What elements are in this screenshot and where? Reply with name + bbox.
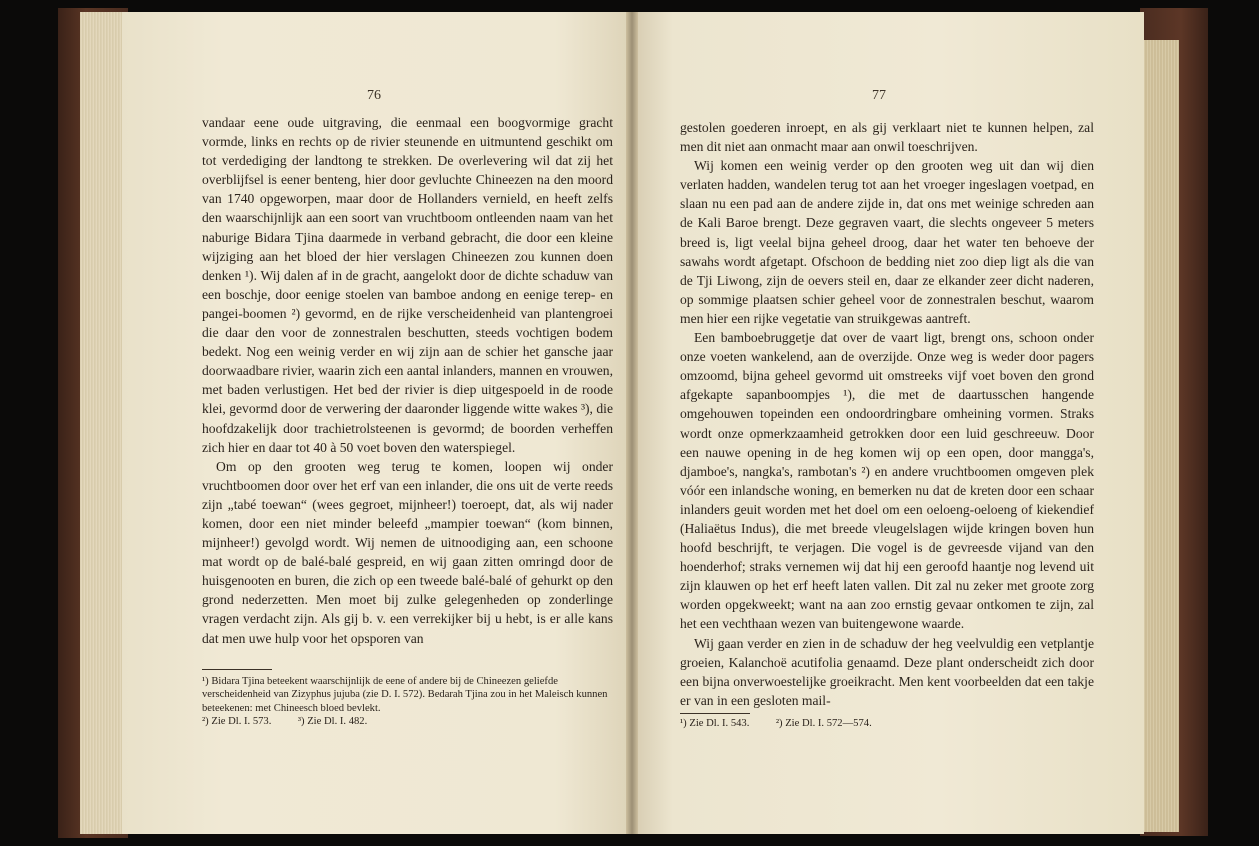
left-footnotes bbox=[202, 675, 613, 728]
right-paragraph-2: Wij komen een weinig verder op den grooten weg uit dan wij dien verlaten hadden, wandelen terug tot aan het vroeger ingeslagen voetpad, en slaan nu een pad aan de andere zijde in, dat ons met weinige schreden aan de Kali Baroe brengt. Deze gegraven vaart, die slechts ongeveer 5 meters breed is, ligt veelal bijna geheel droog, daar het water ten behoeve der sawahs wordt afgetapt. Ofschoon de bedding niet zoo diep ligt als die van de Tji Liwong, zijn de oevers steil en, daar ze elkander zeer dicht naderen, op sommige plaatsen schier geheel voor de zonnestralen beschut, waarom men hier een rijke vegetatie van struikgewas aantreft. bbox=[680, 158, 1094, 326]
right-footnotes bbox=[680, 717, 1094, 730]
right-paragraph-1: gestolen goederen inroept, en als gij verklaart niet te kunnen helpen, zal men dit niet aan onmacht maar aan onwil toeschrijven. bbox=[680, 120, 1094, 155]
left-page-number: 76 bbox=[367, 88, 381, 103]
page-edges-right bbox=[1143, 40, 1179, 832]
right-page-body bbox=[680, 118, 1094, 710]
right-paragraph-4: Wij gaan verder en zien in de schaduw der heg veelvuldig een vetplantje groeien, Kalanchoë acutifolia genaamd. Deze plant onderscheidt zich door een bijna onverwoestelijke groeikracht. Men kent voorbeelden dat een takje er van in een gesloten mail- bbox=[680, 635, 1094, 708]
left-page-body bbox=[202, 113, 613, 648]
page-edges-left bbox=[80, 12, 124, 834]
left-paragraph-1: vandaar eene oude uitgraving, die eenmaal een boogvormige gracht vormde, links en rechts op de rivier steunende en uitmuntend geschikt om tot verdediging der landtong te strekken. De overlevering wil dat zij het overblijfsel is eener benteng, hier door gevluchte Chineezen na den moord van 1740 opgeworpen, maar door de Hollanders vernield, en heeft zelfs den waarschijnlijk aan een soort van vruchtboom ontleenden naam van het naburige Bidara Tjina daarmede in verband gebracht, die door een kleine wijziging aan het bloed der hier verslagen Chineezen zou kunnen doen denken ¹). Wij dalen af in de gracht, aangelokt door de dichte schaduw van een boschje, door eenige stoelen van bamboe andong en eenige terep- en pangei-boomen ²) gevormd, en de rijke verscheidenheid van plantengroei die daar den voor de zonnestralen beschutten, steeds vochtigen bodem bedekt. Nog een weinig verder en wij zijn aan de schier het gansche jaar doorwaadbare rivier, waarin zich een aantal inlanders, mannen en vrouwen, met baden verlustigen. Het bed der rivier is diep uitgespoeld in de roode klei, gevormd door de verwering der daaronder liggende witte wakes ³), die hoofdzakelijk door trachietrolsteenen is gevormd; de boorden verheffen zich hier en daar tot 40 à 50 voet boven den waterspiegel. bbox=[202, 115, 613, 455]
left-paragraph-2: Om op den grooten weg terug te komen, loopen wij onder vruchtboomen door over het erf van een inlander, die ons uit de verte reeds zijn „tabé toewan“ (wees gegroet, mijnheer!) toeroept, dat, als wij nader komen, door een niet minder beleefd „mampier toewan“ (kom binnen, mijnheer!) gevolgd wordt. Wij nemen de uitnoodiging aan, een schoone mat wordt op de balé-balé gespreid, en wij gaan zitten omringd door de huisgenooten en buren, die zich op een tweede balé-balé of gehurkt op den grond nederzetten. Men moet bij zulke gelegenheden op zonderlinge vragen verdacht zijn. Als gij b. v. een verrekijker bij u hebt, is er alle kans dat men uwe hulp voor het opsporen van bbox=[202, 458, 613, 646]
left-footnote-2: ²) Zie Dl. I. 573. ³) Zie Dl. I. 482. bbox=[202, 715, 368, 727]
right-paragraph-3: Een bamboebruggetje dat over de vaart ligt, brengt ons, schoon onder onze voeten wankelend, aan de overzijde. Onze weg is weder door pagers omzoomd, bijna geheel gevormd uit omstreeks vijf voet boven den grond afgekapte sapanboompjes ¹), die met de daartusschen hangende omgehouwen topeinden een ondoordringbare omheining vormen. Straks wordt onze opmerkzaamheid getrokken door een luid geschreeuw. Door een nauwe opening in de heg komen wij op een open, door mangga's, djamboe's, nangka's, rambotan's ²) en andere vruchtboomen omgeven plek vóór een inlandsche woning, en bemerken nu dat de kreten door een schaar inlanders geuit worden met het doel om een oeloeng-oeloeng of kiekendief (Haliaëtus Indus), die met breede vleugelslagen wijde kringen boven hun hoofd beschrijft, te verjagen. Die vogel is de gevreesde vijand van den hoenderhof; straks vernemen wij dat hij een geroofd haantje nog levend uit zijn klauwen op het erf heeft laten vallen. Dit zal nu zeker met groote zorg worden opgekweekt; want na aan zoo ernstig gevaar ontkomen te zijn, zal het een vechthaan wezen van buitengewone waarde. bbox=[680, 330, 1094, 632]
right-footnote-1: ¹) Zie Dl. I. 543. ²) Zie Dl. I. 572—574. bbox=[680, 718, 872, 729]
left-footnote-rule bbox=[202, 669, 272, 670]
left-footnote-1: ¹) Bidara Tjina beteekent waarschijnlijk de eene of andere bij de Chineezen geliefde verscheidenheid van Zizyphus jujuba (zie D. I. 572). Bedarah Tjina zou in het Maleisch kunnen beteekenen: met Chineesch bloed bevlekt. bbox=[202, 676, 608, 714]
book-gutter bbox=[626, 12, 638, 834]
right-footnote-rule bbox=[680, 713, 750, 714]
right-page-number: 77 bbox=[872, 88, 886, 103]
